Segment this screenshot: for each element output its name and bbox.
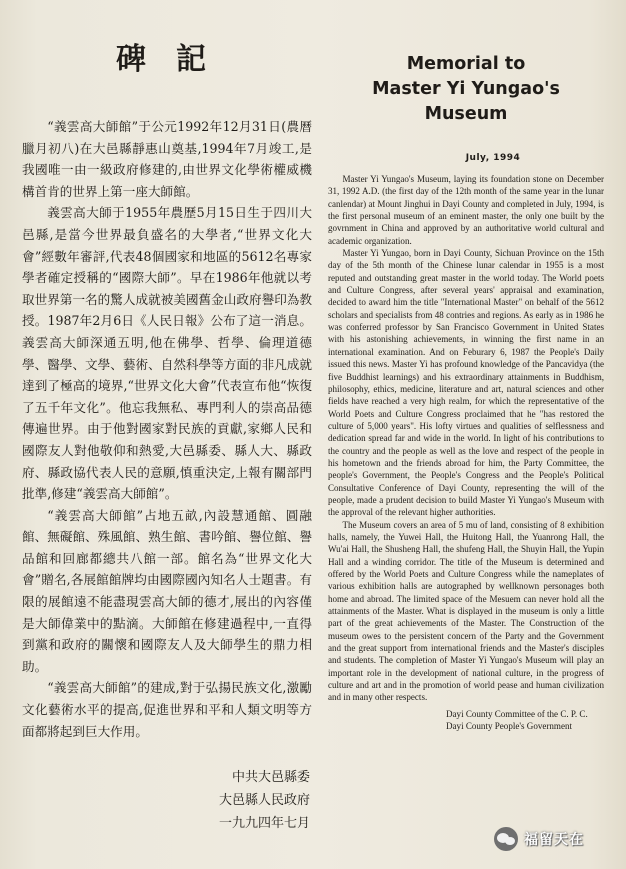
english-signature	[328, 708, 604, 733]
english-paragraph: Master Yi Yungao, born in Dayi County, Sichuan Province on the 15th day of the 5th month of the Chinese lunar calendar in 1955 is a most reputed and outstanding great master in the world today. The World poets and Culture Congress, after several years' appraisal and examination, decided to award him the title "International Master" on behalf of the 5612 scholars and specialists from 48 contries and regions. As early as in 1986 he was conferred professor by San Francisco Government in United States with his astonishing achievements, in winning the first name in an international examination. And on Feburary 6, 1987 the People's Daily issued this news. Master Yi has profound knowledge of the Pancavidya (the five Buddhist learnings) and his extraordinary attainments in Buddhism, philosophy, ethics, medicine, literature and art, natural sciences and other fields have reached a very high realm, for which the representative of the World Poets and Culture Congress proclaimed that he "has restored the culture of 5,000 years". His lofty virtues and qualities of selflessness and dedication spread far and wide in the world. In light of his contributions to the country and the people as well as the love and respect of the people in his hometown and the friends abroad for him, the Party Committee, the people's Government, the People's Congress and the People's Political Consultative Conference of Dayi County, representing the will of the people, made a prudent decision to build Master Yi Yungao's Museum with the approval of the relevant higher authorities.	[328, 248, 604, 518]
english-paragraph: The Museum covers an area of 5 mu of land, consisting of 8 exhibition halls, namely, the Yuwei Hall, the Huitong Hall, the Yuanrong Hall, the Wu'ai Hall, the Shusheng Hall, the shufeng Hall, the Shuyin Hall, the Yupin Hall and a winding corridor. The title of the Museum is determined and offered by the World Poets and Culture Congress while the nameplates of various exhibition halls are autographed by wellknown personages both home and abroad. The limited space of the Mesuem can never hold all the attainments of the Master. What is displayed in the museum is only a little part of the great achievements of the Master. The Construction of the museum owes to the persistent concern of the Party and the Government and the great support from international friends and the Master's disciples and students. The completion of Master Yi Yungao's Museum will play an important role in the development of national culture, in the progress of culture and art and in the promotion of world pease and human civilization and in many other respects.	[328, 519, 604, 703]
english-title	[328, 52, 604, 127]
watermark	[494, 826, 610, 852]
signature-line: 中共大邑縣委	[231, 770, 310, 786]
signature-line: Dayi County Committee of the C. P. C.	[446, 708, 588, 719]
watermark-text: 福留天在	[524, 832, 584, 848]
english-date: July, 1994	[465, 153, 521, 163]
chinese-paragraph: “義雲高大師館”的建成,對于弘揚民族文化,激勵文化藝術水平的提高,促進世界和平和人類文明等方面都將起到巨大作用。	[22, 680, 312, 739]
chinese-column	[22, 40, 312, 835]
chinese-signature	[22, 766, 312, 835]
chinese-paragraph: 義雲高大師于1955年農歷5月15日生于四川大邑縣,是當今世界最負盛名的大學者,“世界文化大會”經數年審評,代表48個國家和地區的5612名專家學者確定授稱的“國際大師”。早在1986年他就以考取世界第一名的驚人成就被美國舊金山政府譽印為教授。1987年2月6日《人民日報》公布了這一消息。義雲高大師深通五明,他在佛學、哲學、倫理道德學、醫學、文學、藝術、自然科學等方面的非凡成就達到了極高的境界,“世界文化大會”代表宣布他“恢復了五千年文化”。他忘我無私、專門利人的崇高品德傳遍世界。由于他對國家對民族的貢獻,家鄉人民和國際友人對他敬仰和熱愛,大邑縣委、縣人大、縣政府、縣政協代表人民的意願,慎重決定,上報有關部門批準,修建“義雲高大師館”。	[22, 205, 312, 502]
chinese-title: 碑記	[116, 42, 236, 77]
chinese-paragraph: “義雲高大師館”占地五畝,內設慧通館、圓融館、無礙館、殊風館、熟生館、書吟館、譽位館、譽品館和回廊都總共八館一部。館名為“世界文化大會”贈名,各展館館牌均由國際國內知名人士題書。有限的展館遠不能盡現雲高大師的德才,展出的內容僅是大師偉業中的點滴。大師館在修建過程中,一直得到黨和政府的關懷和國際友人及大師學生的鼎力相助。	[22, 507, 312, 674]
english-title-line: Master Yi Yungao's Museum	[372, 79, 560, 124]
signature-line: Dayi County People's Government	[446, 721, 573, 732]
english-paragraph: Master Yi Yungao's Museum, laying its foundation stone on December 31, 1992 A.D. (the first day of the 12th month of the same year in the lunar canlendar) at Mount Jinghui in Dayi County and completed in July, 1994, is the first personal museum of an eminent master, the only one built by the govrnment in China and approved by an authoritative world cultural and academic organization.	[328, 174, 604, 246]
signature-date: 一九九四年七月	[218, 816, 310, 832]
wechat-icon	[494, 827, 518, 851]
chinese-paragraph: “義雲高大師館”于公元1992年12月31日(農曆臘月初八)在大邑縣靜惠山奠基,1994年7月竣工,是我國唯一由一級政府修建的,由世界文化學術權威機構首肯的世界上第一座大師館。	[22, 119, 312, 199]
english-title-line: Memorial to	[406, 54, 526, 74]
signature-line: 大邑縣人民政府	[218, 793, 310, 809]
english-column	[328, 52, 604, 732]
